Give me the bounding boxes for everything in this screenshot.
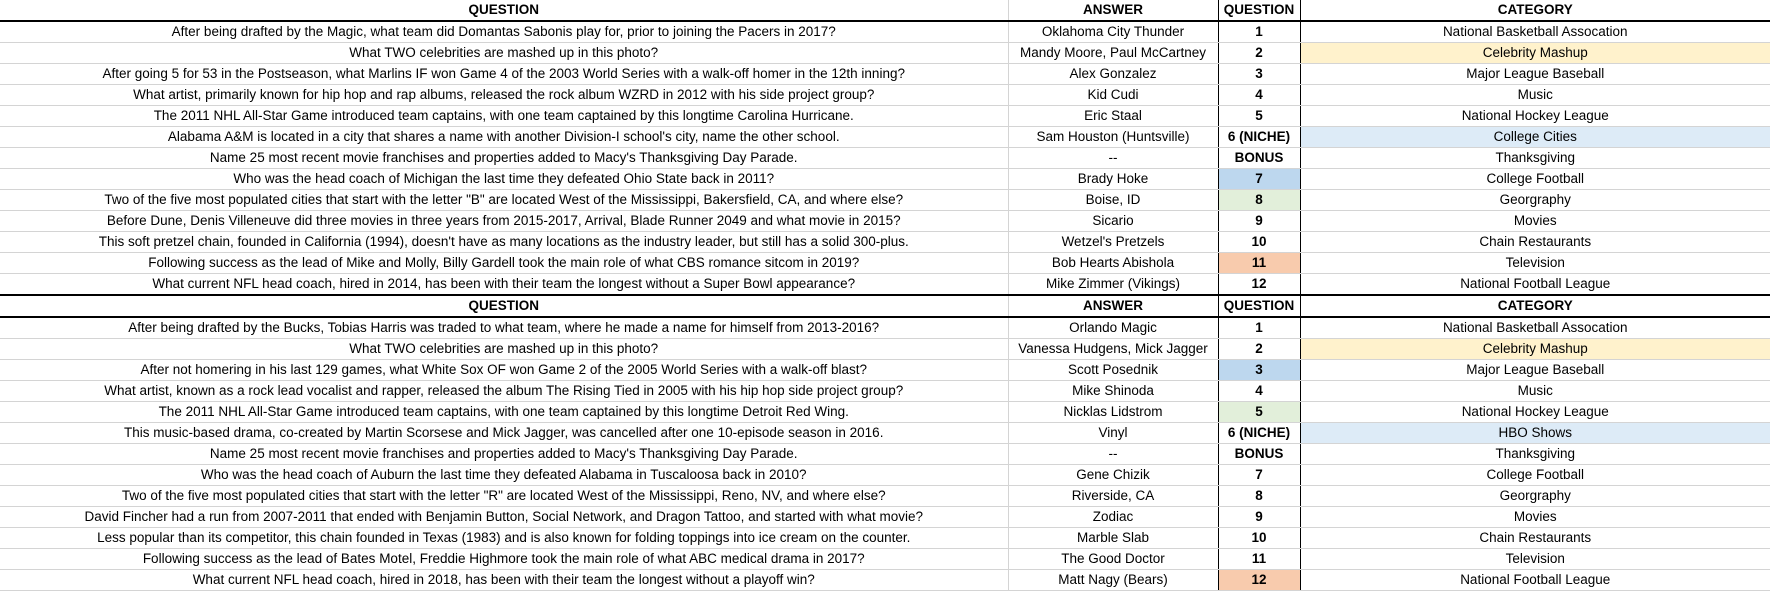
question-number-cell[interactable]: 10 (1218, 528, 1300, 549)
question-number-cell[interactable]: 8 (1218, 190, 1300, 211)
question-cell[interactable]: The 2011 NHL All-Star Game introduced team captains, with one team captained by this longtime Carolina Hurricane. (0, 106, 1008, 127)
question-cell[interactable]: Name 25 most recent movie franchises and properties added to Macy's Thanksgiving Day Parade. (0, 148, 1008, 169)
category-cell[interactable]: Georgraphy (1300, 486, 1770, 507)
question-number-cell[interactable]: 1 (1218, 317, 1300, 339)
question-number-cell[interactable]: 10 (1218, 232, 1300, 253)
question-cell[interactable]: What artist, known as a rock lead vocalist and rapper, released the album The Rising Tied in 2005 with his hip hop side project group? (0, 381, 1008, 402)
answer-cell[interactable]: Alex Gonzalez (1008, 64, 1218, 85)
table-row (0, 127, 1770, 148)
table-row (0, 528, 1770, 549)
question-cell[interactable]: What TWO celebrities are mashed up in this photo? (0, 339, 1008, 360)
category-cell[interactable]: Chain Restaurants (1300, 232, 1770, 253)
table-row (0, 190, 1770, 211)
question-number-cell[interactable]: BONUS (1218, 444, 1300, 465)
answer-cell[interactable]: Mandy Moore, Paul McCartney (1008, 43, 1218, 64)
header-row (0, 295, 1770, 317)
question-column-header[interactable]: QUESTION (0, 295, 1008, 317)
number-column-header[interactable]: QUESTION (1218, 295, 1300, 317)
table-row (0, 423, 1770, 444)
question-cell[interactable]: What current NFL head coach, hired in 2014, has been with their team the longest without a Super Bowl appearance? (0, 274, 1008, 296)
question-cell[interactable]: Two of the five most populated cities that start with the letter "B" are located West of the Mississippi, Bakersfield, CA, and where else? (0, 190, 1008, 211)
category-column-header[interactable]: CATEGORY (1300, 295, 1770, 317)
question-cell[interactable]: After going 5 for 53 in the Postseason, what Marlins IF won Game 4 of the 2003 World Series with a walk-off homer in the 12th inning? (0, 64, 1008, 85)
question-cell[interactable]: This soft pretzel chain, founded in California (1994), doesn't have as many locations as the industry leader, but still has a solid 300-plus. (0, 232, 1008, 253)
question-number-cell[interactable]: 3 (1218, 64, 1300, 85)
table-row (0, 21, 1770, 43)
category-cell[interactable]: National Basketball Assocation (1300, 21, 1770, 43)
answer-cell[interactable]: Oklahoma City Thunder (1008, 21, 1218, 43)
answer-cell[interactable]: -- (1008, 444, 1218, 465)
question-cell[interactable]: The 2011 NHL All-Star Game introduced team captains, with one team captained by this longtime Detroit Red Wing. (0, 402, 1008, 423)
table-row (0, 381, 1770, 402)
question-number-cell[interactable]: 9 (1218, 507, 1300, 528)
table-row (0, 402, 1770, 423)
question-cell[interactable]: After being drafted by the Bucks, Tobias Harris was traded to what team, where he made a name for himself from 2013-2016? (0, 317, 1008, 339)
table-row (0, 444, 1770, 465)
question-cell[interactable]: Alabama A&M is located in a city that shares a name with another Division-I school's city, name the other school. (0, 127, 1008, 148)
answer-cell[interactable]: Sam Houston (Huntsville) (1008, 127, 1218, 148)
category-cell[interactable]: HBO Shows (1300, 423, 1770, 444)
question-number-cell[interactable]: 6 (NICHE) (1218, 127, 1300, 148)
category-cell[interactable]: Thanksgiving (1300, 444, 1770, 465)
question-number-cell[interactable]: 9 (1218, 211, 1300, 232)
category-cell[interactable]: Celebrity Mashup (1300, 43, 1770, 64)
question-number-cell[interactable]: 5 (1218, 402, 1300, 423)
answer-cell[interactable]: Sicario (1008, 211, 1218, 232)
answer-cell[interactable]: Orlando Magic (1008, 317, 1218, 339)
category-cell[interactable]: Movies (1300, 211, 1770, 232)
answer-cell[interactable]: Matt Nagy (Bears) (1008, 570, 1218, 591)
answer-cell[interactable]: Marble Slab (1008, 528, 1218, 549)
answer-cell[interactable]: Mike Shinoda (1008, 381, 1218, 402)
category-cell[interactable]: National Football League (1300, 274, 1770, 296)
category-cell[interactable]: National Football League (1300, 570, 1770, 591)
question-cell[interactable]: What artist, primarily known for hip hop and rap albums, released the rock album WZRD in 2012 with his side project group? (0, 85, 1008, 106)
category-cell[interactable]: Movies (1300, 507, 1770, 528)
question-column-header[interactable]: QUESTION (0, 0, 1008, 21)
answer-column-header[interactable]: ANSWER (1008, 0, 1218, 21)
answer-cell[interactable]: Eric Staal (1008, 106, 1218, 127)
category-cell[interactable]: Music (1300, 85, 1770, 106)
table-row (0, 43, 1770, 64)
question-cell[interactable]: Less popular than its competitor, this chain founded in Texas (1983) and is also known for folding toppings into ice cream on the counter. (0, 528, 1008, 549)
question-number-cell[interactable]: 11 (1218, 253, 1300, 274)
table-row (0, 549, 1770, 570)
category-cell[interactable]: National Basketball Assocation (1300, 317, 1770, 339)
table-row (0, 85, 1770, 106)
question-cell[interactable]: Two of the five most populated cities that start with the letter "R" are located West of the Mississippi, Reno, NV, and where else? (0, 486, 1008, 507)
question-number-cell[interactable]: 12 (1218, 570, 1300, 591)
question-number-cell[interactable]: 2 (1218, 339, 1300, 360)
category-cell[interactable]: College Football (1300, 169, 1770, 190)
question-cell[interactable]: David Fincher had a run from 2007-2011 that ended with Benjamin Button, Social Network, and Dragon Tattoo, and started with what movie? (0, 507, 1008, 528)
table-row (0, 507, 1770, 528)
question-cell[interactable]: Following success as the lead of Bates Motel, Freddie Highmore took the main role of what ABC medical drama in 2017? (0, 549, 1008, 570)
category-cell[interactable]: Music (1300, 381, 1770, 402)
answer-cell[interactable]: The Good Doctor (1008, 549, 1218, 570)
question-cell[interactable]: After not homering in his last 129 games, what White Sox OF won Game 2 of the 2005 World Series with a walk-off blast? (0, 360, 1008, 381)
answer-cell[interactable]: Bob Hearts Abishola (1008, 253, 1218, 274)
table-row (0, 317, 1770, 339)
question-number-cell[interactable]: 2 (1218, 43, 1300, 64)
category-cell[interactable]: Television (1300, 549, 1770, 570)
answer-cell[interactable]: Mike Zimmer (Vikings) (1008, 274, 1218, 296)
question-number-cell[interactable]: 4 (1218, 381, 1300, 402)
table-row (0, 253, 1770, 274)
table-row (0, 274, 1770, 296)
category-cell[interactable]: Celebrity Mashup (1300, 339, 1770, 360)
question-cell[interactable]: What TWO celebrities are mashed up in this photo? (0, 43, 1008, 64)
number-column-header[interactable]: QUESTION (1218, 0, 1300, 21)
answer-column-header[interactable]: ANSWER (1008, 295, 1218, 317)
answer-cell[interactable]: Vanessa Hudgens, Mick Jagger (1008, 339, 1218, 360)
question-number-cell[interactable]: 3 (1218, 360, 1300, 381)
category-cell[interactable]: College Football (1300, 465, 1770, 486)
question-number-cell[interactable]: 5 (1218, 106, 1300, 127)
question-number-cell[interactable]: 4 (1218, 85, 1300, 106)
header-row (0, 0, 1770, 21)
category-cell[interactable]: National Hockey League (1300, 402, 1770, 423)
answer-cell[interactable]: Wetzel's Pretzels (1008, 232, 1218, 253)
category-column-header[interactable]: CATEGORY (1300, 0, 1770, 21)
question-number-cell[interactable]: BONUS (1218, 148, 1300, 169)
question-cell[interactable]: This music-based drama, co-created by Martin Scorsese and Mick Jagger, was cancelled after one 10-episode season in 2016. (0, 423, 1008, 444)
table-row (0, 148, 1770, 169)
answer-cell[interactable]: Brady Hoke (1008, 169, 1218, 190)
answer-cell[interactable]: Nicklas Lidstrom (1008, 402, 1218, 423)
category-cell[interactable]: Major League Baseball (1300, 64, 1770, 85)
table-row (0, 211, 1770, 232)
answer-cell[interactable]: Boise, ID (1008, 190, 1218, 211)
question-number-cell[interactable]: 1 (1218, 21, 1300, 43)
answer-cell[interactable]: Riverside, CA (1008, 486, 1218, 507)
answer-cell[interactable]: Zodiac (1008, 507, 1218, 528)
question-number-cell[interactable]: 8 (1218, 486, 1300, 507)
table-row (0, 570, 1770, 591)
table-row (0, 339, 1770, 360)
question-number-cell[interactable]: 7 (1218, 465, 1300, 486)
question-number-cell[interactable]: 11 (1218, 549, 1300, 570)
question-cell[interactable]: Name 25 most recent movie franchises and properties added to Macy's Thanksgiving Day Parade. (0, 444, 1008, 465)
question-cell[interactable]: Who was the head coach of Auburn the last time they defeated Alabama in Tuscaloosa back in 2010? (0, 465, 1008, 486)
question-cell[interactable]: Following success as the lead of Mike and Molly, Billy Gardell took the main role of what CBS romance sitcom in 2019? (0, 253, 1008, 274)
question-cell[interactable]: Who was the head coach of Michigan the last time they defeated Ohio State back in 2011? (0, 169, 1008, 190)
category-cell[interactable]: Major League Baseball (1300, 360, 1770, 381)
table-row (0, 486, 1770, 507)
answer-cell[interactable]: Vinyl (1008, 423, 1218, 444)
answer-cell[interactable]: Gene Chizik (1008, 465, 1218, 486)
category-cell[interactable]: Chain Restaurants (1300, 528, 1770, 549)
category-cell[interactable]: National Hockey League (1300, 106, 1770, 127)
category-cell[interactable]: Thanksgiving (1300, 148, 1770, 169)
question-cell[interactable]: What current NFL head coach, hired in 2018, has been with their team the longest without a playoff win? (0, 570, 1008, 591)
answer-cell[interactable]: -- (1008, 148, 1218, 169)
question-number-cell[interactable]: 6 (NICHE) (1218, 423, 1300, 444)
question-number-cell[interactable]: 7 (1218, 169, 1300, 190)
question-number-cell[interactable]: 12 (1218, 274, 1300, 296)
table-row (0, 232, 1770, 253)
question-cell[interactable]: Before Dune, Denis Villeneuve did three movies in three years from 2015-2017, Arrival, Blade Runner 2049 and what movie in 2015? (0, 211, 1008, 232)
table-row (0, 64, 1770, 85)
table-row (0, 360, 1770, 381)
table-row (0, 465, 1770, 486)
table-row (0, 169, 1770, 190)
question-cell[interactable]: After being drafted by the Magic, what team did Domantas Sabonis play for, prior to joining the Pacers in 2017? (0, 21, 1008, 43)
answer-cell[interactable]: Kid Cudi (1008, 85, 1218, 106)
table-row (0, 106, 1770, 127)
answer-cell[interactable]: Scott Posednik (1008, 360, 1218, 381)
category-cell[interactable]: Georgraphy (1300, 190, 1770, 211)
category-cell[interactable]: Television (1300, 253, 1770, 274)
category-cell[interactable]: College Cities (1300, 127, 1770, 148)
